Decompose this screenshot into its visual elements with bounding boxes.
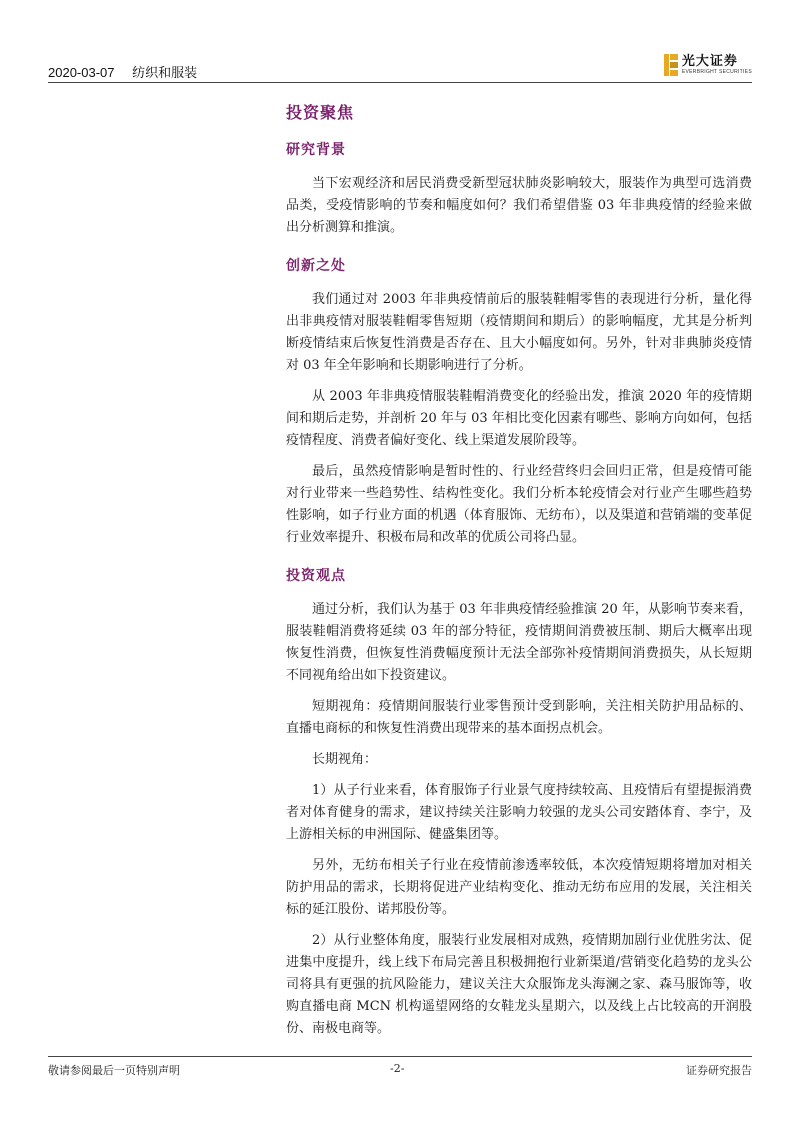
page-title: 投资聚焦 [286, 103, 355, 122]
views-paragraph-5: 另外，无纺布相关子行业在疫情前渗透率较低，本次疫情短期将增加对相关防护用品的需求，长期将促进产业结构变化、推动无纺布应用的发展，关注相关标的延江股份、诺邦股份等。 [286, 858, 752, 917]
innovation-paragraph-2: 从 2003 年非典疫情服装鞋帽消费变化的经验出发，推演 2020 年的疫情期间和期后走势，并剖析 20 年与 03 年相比变化因素有哪些、影响方向如何，包括疫情程度、消费者偏好变化、线上渠道发展阶段等。 [286, 389, 752, 448]
company-logo [664, 52, 752, 78]
innovation-paragraph-3: 最后，虽然疫情影响是暂时性的、行业经营终归会回归正常，但是疫情可能对行业带来一些趋势性、结构性变化。我们分析本轮疫情会对行业产生哪些趋势性影响，如子行业方面的机遇（体育服饰、无纺布），以及渠道和营销端的变革促行业效率提升、积极布局和改革的优质公司将凸显。 [286, 464, 752, 545]
logo-en: EVERBRIGHT SECURITIES [681, 69, 752, 75]
section-title-innovation: 创新之处 [286, 258, 346, 274]
logo-text [682, 55, 752, 75]
section-title-background: 研究背景 [286, 142, 346, 158]
views-paragraph-4: 1）从子行业来看，体育服饰子行业景气度持续较高、且疫情后有望提振消费者对体育健身的需求，建议持续关注影响力较强的龙头公司安踏体育、李宁，及上游相关标的申洲国际、健盛集团等。 [286, 783, 752, 842]
page-number: -2- [390, 1062, 405, 1075]
footer-disclaimer: 敬请参阅最后一页特别声明 [48, 1064, 180, 1077]
header-divider [48, 82, 752, 83]
header-meta [48, 62, 211, 81]
logo-mark-icon [664, 54, 678, 76]
main-content [286, 100, 752, 1049]
logo-cn: 光大证券 [681, 54, 738, 69]
page-header [48, 52, 752, 80]
footer-report-type: 证券研究报告 [686, 1064, 752, 1077]
footer-divider [48, 1056, 752, 1057]
views-paragraph-1: 通过分析，我们认为基于 03 年非典疫情经验推演 20 年，从影响节奏来看，服装鞋帽消费将延续 03 年的部分特征，疫情期间消费被压制、期后大概率出现恢复性消费，但恢复性消费幅度预计无法全部弥补疫情期间消费损失，从长短期不同视角给出如下投资建议。 [286, 602, 752, 683]
innovation-paragraph-1: 我们通过对 2003 年非典疫情前后的服装鞋帽零售的表现进行分析，量化得出非典疫情对服装鞋帽零售短期（疫情期间和期后）的影响幅度，尤其是分析判断疫情结束后恢复性消费是否存在、且大小幅度如何。另外，针对非典肺炎疫情对 03 年全年影响和长期影响进行了分析。 [286, 292, 752, 373]
report-sector: 纺织和服装 [132, 65, 198, 80]
views-paragraph-2: 短期视角：疫情期间服装行业零售预计受到影响，关注相关防护用品标的、直播电商标的和恢复性消费出现带来的基本面拐点机会。 [286, 699, 752, 736]
background-paragraph: 当下宏观经济和居民消费受新型冠状肺炎影响较大，服装作为典型可选消费品类，受疫情影响的节奏和幅度如何？我们希望借鉴 03 年非典疫情的经验来做出分析测算和推演。 [286, 176, 752, 235]
views-paragraph-3: 长期视角： [312, 752, 378, 767]
views-paragraph-6: 2）从行业整体角度，服装行业发展相对成熟，疫情期加剧行业优胜劣汰、促进集中度提升，线上线下布局完善且积极拥抱行业新渠道/营销变化趋势的龙头公司将具有更强的抗风险能力，建议关注大众服饰龙头海澜之家、森马服饰等，收购直播电商 MCN 机构遥望网络的女鞋龙头星期六，以及线上占比较高的开润股份、南极电商等。 [286, 933, 752, 1036]
report-date: 2020-03-07 [48, 65, 115, 80]
section-title-views: 投资观点 [286, 568, 346, 584]
